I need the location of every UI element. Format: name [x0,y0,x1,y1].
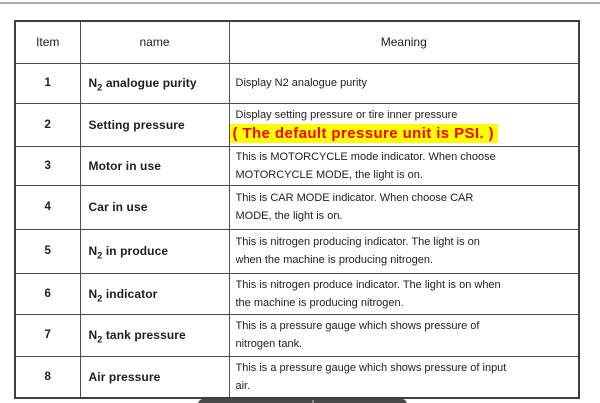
meaning-line: This is a pressure gauge which shows pressure of [235,320,480,332]
meaning-cell [229,356,579,398]
table-row [15,103,579,146]
pressure-unit-highlight: ( The default pressure unit is PSI. ) [230,124,499,143]
name-cell [80,146,229,185]
header-item: Item [15,21,80,63]
next-figure-top-edge [198,399,407,403]
item-number: 5 [15,229,80,273]
name-cell [80,185,229,229]
name-text: N [88,244,98,258]
name-text: N [88,76,98,90]
table-row [15,273,579,314]
meaning-line: nitrogen tank. [235,338,303,350]
meaning-line: when the machine is producing nitrogen. [235,254,434,266]
meaning-line: This is nitrogen producing indicator. The light is on [235,236,480,248]
name-cell [80,273,229,314]
name-text: in produce [102,244,169,258]
item-number: 8 [15,356,80,398]
name-subscript: 2 [97,82,103,93]
header-meaning: Meaning [229,21,579,63]
name-text: N [88,286,98,301]
name-cell [80,314,229,356]
name-text: analogue purity [102,76,197,90]
meaning-line: Display setting pressure or tire inner pressure [235,109,458,121]
item-number: 1 [15,63,80,103]
name-text: N [88,328,98,342]
name-cell [80,356,229,398]
meaning-cell [229,146,579,185]
meaning-cell [229,314,579,356]
table-row [15,229,579,273]
table-row [15,146,579,185]
header-name: name [80,21,229,63]
item-number: 4 [15,185,80,229]
name-cell [80,229,229,273]
meaning-line: Display N2 analogue purity [235,77,367,89]
meaning-cell [229,229,579,273]
meaning-line: the machine is producing nitrogen. [235,296,404,309]
meaning-line: This is nitrogen produce indicator. The light is on when [235,278,501,291]
table-row [15,314,579,356]
name-subscript: 2 [97,292,103,303]
item-number: 6 [15,273,80,314]
name-subscript: 2 [97,250,103,261]
meaning-line: MOTORCYCLE MODE, the light is on. [235,168,423,181]
item-number: 3 [15,146,80,185]
name-text: Setting pressure [88,117,185,132]
name-subscript: 2 [97,334,103,345]
name-text: Car in use [88,200,148,214]
meaning-cell [229,185,579,229]
name-text: indicator [102,286,158,301]
indicator-spec-table [14,20,580,399]
meaning-line: MODE, the light is on. [235,210,343,222]
name-text: tank pressure [102,328,186,342]
table-row [15,63,579,103]
meaning-cell [229,103,579,146]
header-row [15,21,579,63]
item-number: 2 [15,103,80,146]
table-row [15,185,579,229]
item-number: 7 [15,314,80,356]
meaning-line: This is CAR MODE indicator. When choose CAR [235,192,474,204]
name-cell [80,103,229,146]
meaning-line: air. [235,379,251,392]
name-text: Air pressure [88,369,161,384]
meaning-cell [229,273,579,314]
meaning-cell [229,63,579,103]
meaning-line: This is a pressure gauge which shows pressure of input [235,361,507,374]
meaning-line: This is MOTORCYCLE mode indicator. When choose [235,150,496,163]
name-cell [80,63,229,103]
name-text: Motor in use [88,158,162,173]
table-row [15,356,579,398]
page-top-rule [0,2,600,4]
